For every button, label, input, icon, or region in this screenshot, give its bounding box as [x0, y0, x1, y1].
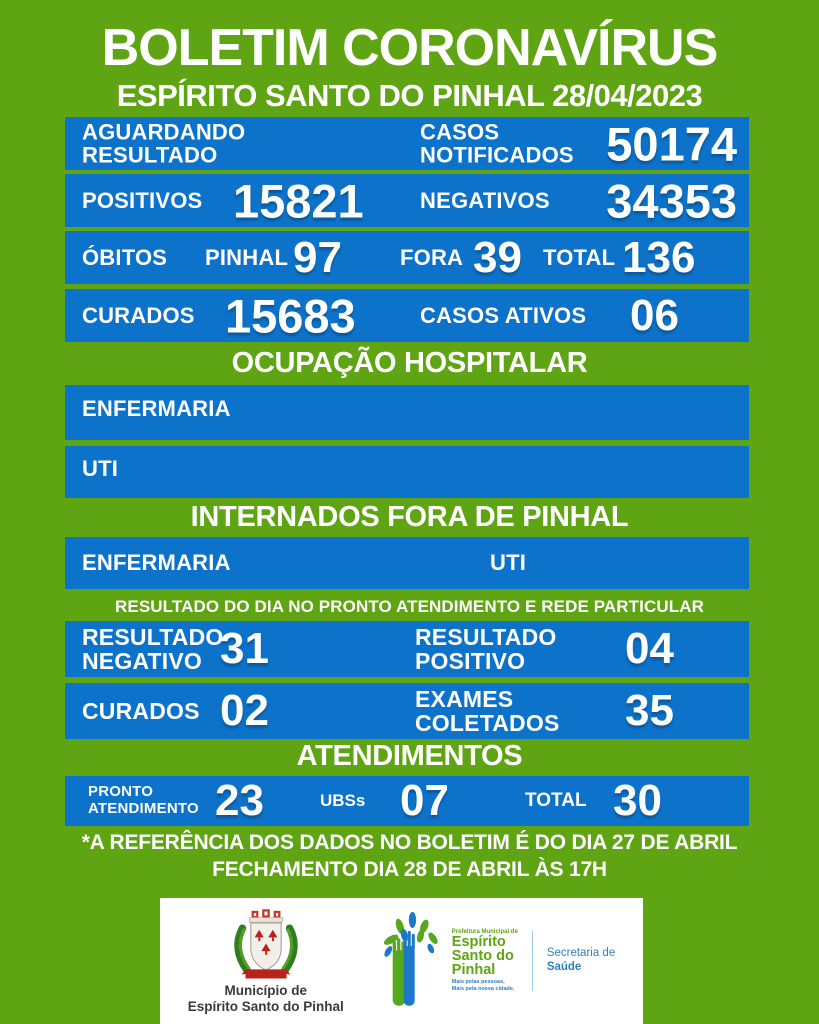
prefeitura-name-line2: Santo do: [451, 947, 514, 964]
section-header-internados-fora: INTERNADOS FORA DE PINHAL: [190, 501, 629, 533]
obitos-total-label: TOTAL: [543, 244, 616, 270]
secretaria-saude-label: Secretaria de Saúde: [546, 947, 616, 973]
section-header-ocupacao-hospitalar: OCUPAÇÃO HOSPITALAR: [231, 347, 588, 379]
obitos-pinhal-label: PINHAL: [205, 244, 289, 270]
stat-bar-aguardando-notificados: [65, 117, 749, 170]
resultado-negativo-label: RESULTADO NEGATIVO: [82, 623, 224, 674]
prefeitura-small-label: Prefeitura Municipal de: [451, 928, 518, 935]
prefeitura-tree-icon: [378, 908, 444, 1014]
pronto-atendimento-label: PRONTO ATENDIMENTO: [88, 783, 199, 817]
resultado-dia-bar-2: [65, 683, 749, 739]
exames-coletados-value: 35: [625, 686, 674, 735]
prefeitura-name-line3: Pinhal: [451, 961, 496, 978]
positivos-value: 15821: [233, 174, 364, 227]
total-value: 30: [613, 776, 662, 825]
casos-ativos-label: CASOS ATIVOS: [420, 302, 587, 328]
prefeitura-logo: [378, 908, 615, 1014]
obitos-fora-label: FORA: [400, 244, 464, 270]
obitos-fora-value: 39: [473, 232, 522, 282]
curados-label: CURADOS: [82, 302, 195, 328]
exames-coletados-label: EXAMES COLETADOS: [415, 685, 560, 736]
curados-dia-value: 02: [220, 686, 269, 735]
internados-enfermaria-label: ENFERMARIA: [82, 550, 231, 576]
prefeitura-text: [452, 929, 518, 993]
footnote-line1: *A REFERÊNCIA DOS DADOS NO BOLETIM É DO DIA 27 DE ABRIL: [81, 831, 738, 854]
page-title: BOLETIM CORONAVÍRUS: [101, 19, 718, 77]
resultado-positivo-label: RESULTADO POSITIVO: [415, 623, 557, 674]
resultado-negativo-value: 31: [220, 624, 269, 673]
curados-value: 15683: [225, 289, 356, 342]
total-label: TOTAL: [525, 790, 587, 811]
secretaria-divider: [532, 931, 533, 991]
internados-uti-label: UTI: [490, 550, 527, 576]
logos-panel: [160, 898, 643, 1024]
stat-bar-obitos: [65, 231, 749, 284]
ocupacao-enfermaria-bar: [65, 385, 749, 440]
municipio-logo: [188, 907, 344, 1014]
ocupacao-enfermaria-label: ENFERMARIA: [82, 396, 231, 422]
resultado-dia-bar-1: [65, 621, 749, 677]
obitos-label: ÓBITOS: [82, 244, 168, 270]
obitos-total-value: 136: [622, 232, 696, 282]
footnote-line2: FECHAMENTO DIA 28 DE ABRIL ÀS 17H: [212, 858, 607, 881]
curados-dia-label: CURADOS: [82, 697, 200, 724]
ubs-label: UBSs: [320, 791, 366, 810]
municipio-crest-icon: [224, 907, 308, 983]
casos-ativos-value: 06: [630, 290, 679, 340]
municipio-caption: Município de Espírito Santo do Pinhal: [187, 983, 344, 1014]
prefeitura-tagline: Mais pelas pessoas, Mais pela nossa cidade.: [451, 979, 515, 993]
obitos-pinhal-value: 97: [293, 232, 342, 282]
ocupacao-uti-label: UTI: [82, 456, 119, 482]
atendimentos-bar: [65, 776, 749, 826]
page-subtitle: ESPÍRITO SANTO DO PINHAL 28/04/2023: [116, 78, 703, 113]
pronto-atendimento-value: 23: [215, 776, 264, 825]
prefeitura-name-line1: Espírito: [451, 933, 506, 950]
ubs-value: 07: [400, 776, 449, 825]
section-header-resultado-dia: RESULTADO DO DIA NO PRONTO ATENDIMENTO E REDE PARTICULAR: [115, 597, 704, 616]
stat-bar-curados-ativos: [65, 289, 749, 342]
internados-fora-bar: [65, 537, 749, 589]
aguardando-resultado-label: AGUARDANDO RESULTADO: [82, 118, 246, 168]
stat-bar-positivos-negativos: [65, 174, 749, 227]
negativos-label: NEGATIVOS: [420, 187, 550, 213]
negativos-value: 34353: [606, 174, 737, 227]
resultado-positivo-value: 04: [625, 624, 674, 673]
section-header-atendimentos: ATENDIMENTOS: [296, 740, 523, 772]
casos-notificados-value: 50174: [606, 117, 737, 170]
casos-notificados-label: CASOS NOTIFICADOS: [420, 118, 574, 168]
positivos-label: POSITIVOS: [82, 187, 203, 213]
ocupacao-uti-bar: [65, 446, 749, 498]
